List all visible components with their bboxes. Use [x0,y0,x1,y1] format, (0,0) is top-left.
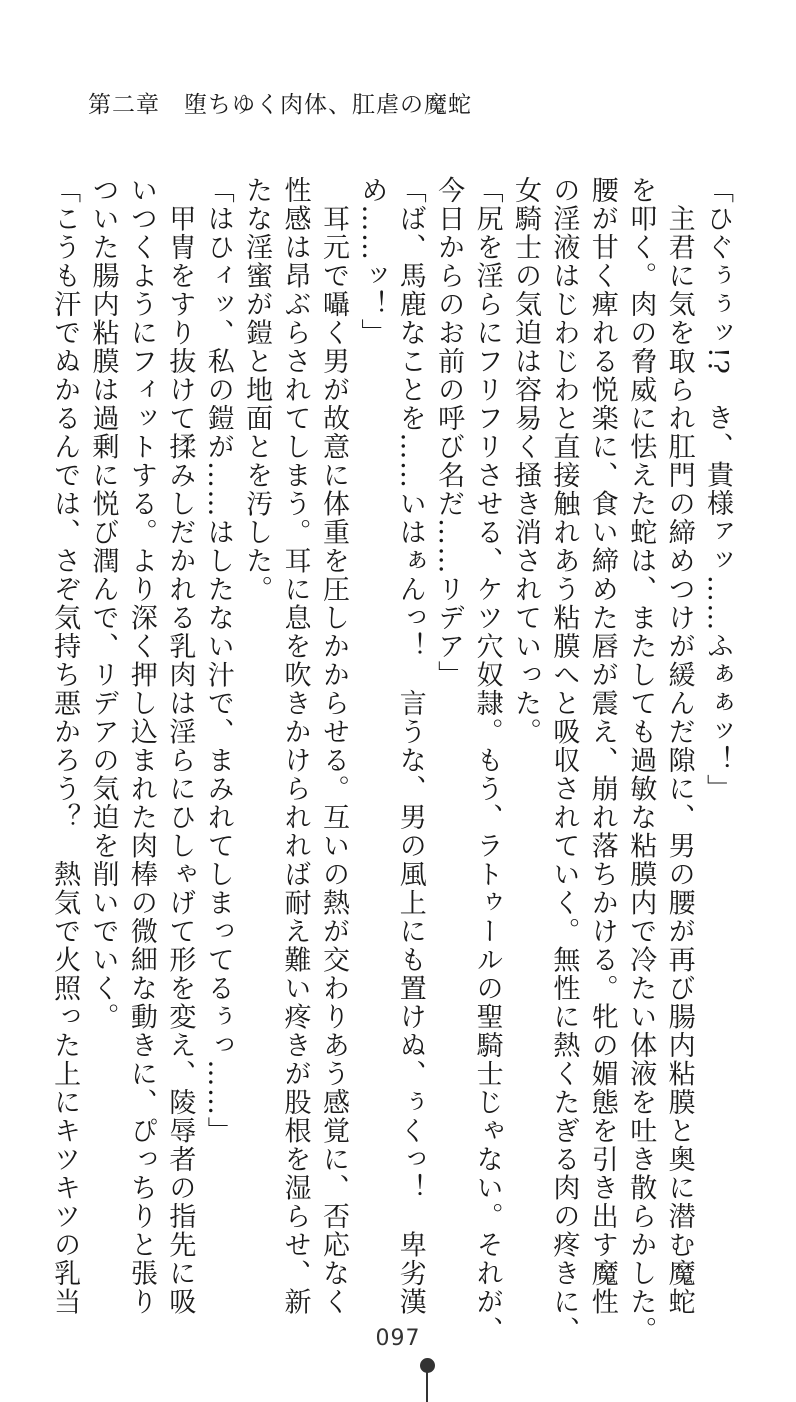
text-column: たな淫蜜が鎧と地面とを汚した。 [241,176,273,604]
text-column: 「ば、馬鹿なことを……いはぁんっ！ 言うな、男の風上にも置けぬ、ぅくっ！ 卑劣漢 [394,176,426,1316]
text-column: 甲冑をすり抜けて揉みしだかれる乳肉は淫らにひしゃげて形を変え、陵辱者の指先に吸 [164,176,196,1316]
text-column: 「こうも汗でぬかるんでは、さぞ気持ち悪かろう？ 熱気で火照った上にキツキツの乳当 [49,176,81,1316]
text-column: 腰が甘く痺れる悦楽に、食い締めた唇が震え、崩れ落ちかける。牝の媚態を引き出す魔性 [586,176,618,1316]
text-column: 主君に気を取られ肛門の締めつけが緩んだ隙に、男の腰が再び腸内粘膜と奥に潜む魔蛇 [663,176,695,1316]
text-column: 耳元で囁く男が故意に体重を圧しかからせる。互いの熱が交わりあう感覚に、否応なく [317,176,349,1316]
text-column: いつくようにフィットする。より深く押し込まれた肉棒の微細な動きに、ぴっちりと張り [125,176,157,1316]
text-column: 「はひィッ、私の鎧が……はしたない汁で、まみれてしまってるぅっ……」 [202,176,234,1145]
text-column: 「尻を淫らにフリフリさせる、ケツ穴奴隷。もう、ラトゥールの聖騎士じゃない。それが、 [471,176,503,1345]
text-column: 「ひぐぅぅッ!? き、貴様ァッ……ふぁぁッ！」 [702,176,733,803]
text-column: め……ッ！」 [356,176,388,347]
text-column: 今日からのお前の呼び名だ……リデア」 [433,176,465,689]
chapter-title: 第二章 堕ちゆく肉体、肛虐の魔蛇 [88,92,472,118]
text-column: を叩く。肉の脅威に怯えた蛇は、またしても過敏な粘膜内で冷たい体液を吐き散らかした。 [625,176,657,1345]
text-column: の淫液はじわじわと直接触れあう粘膜へと吸収されていく。無性に熱くたぎる肉の疼きに、 [548,176,580,1345]
text-column: 性感は昂ぶらされてしまう。耳に息を吹きかけられれば耐え難い疼きが股根を湿らせ、新 [279,176,311,1316]
text-column: ついた腸内粘膜は過剰に悦び潤んで、リデアの気迫を削いでいく。 [87,176,119,1031]
page-marker-dot [420,1358,435,1373]
text-column: 女騎士の気迫は容易く掻き消されていった。 [509,176,541,746]
page-number: 097 [375,1326,421,1351]
page-marker-line [426,1372,428,1402]
page-footer [0,1326,796,1351]
